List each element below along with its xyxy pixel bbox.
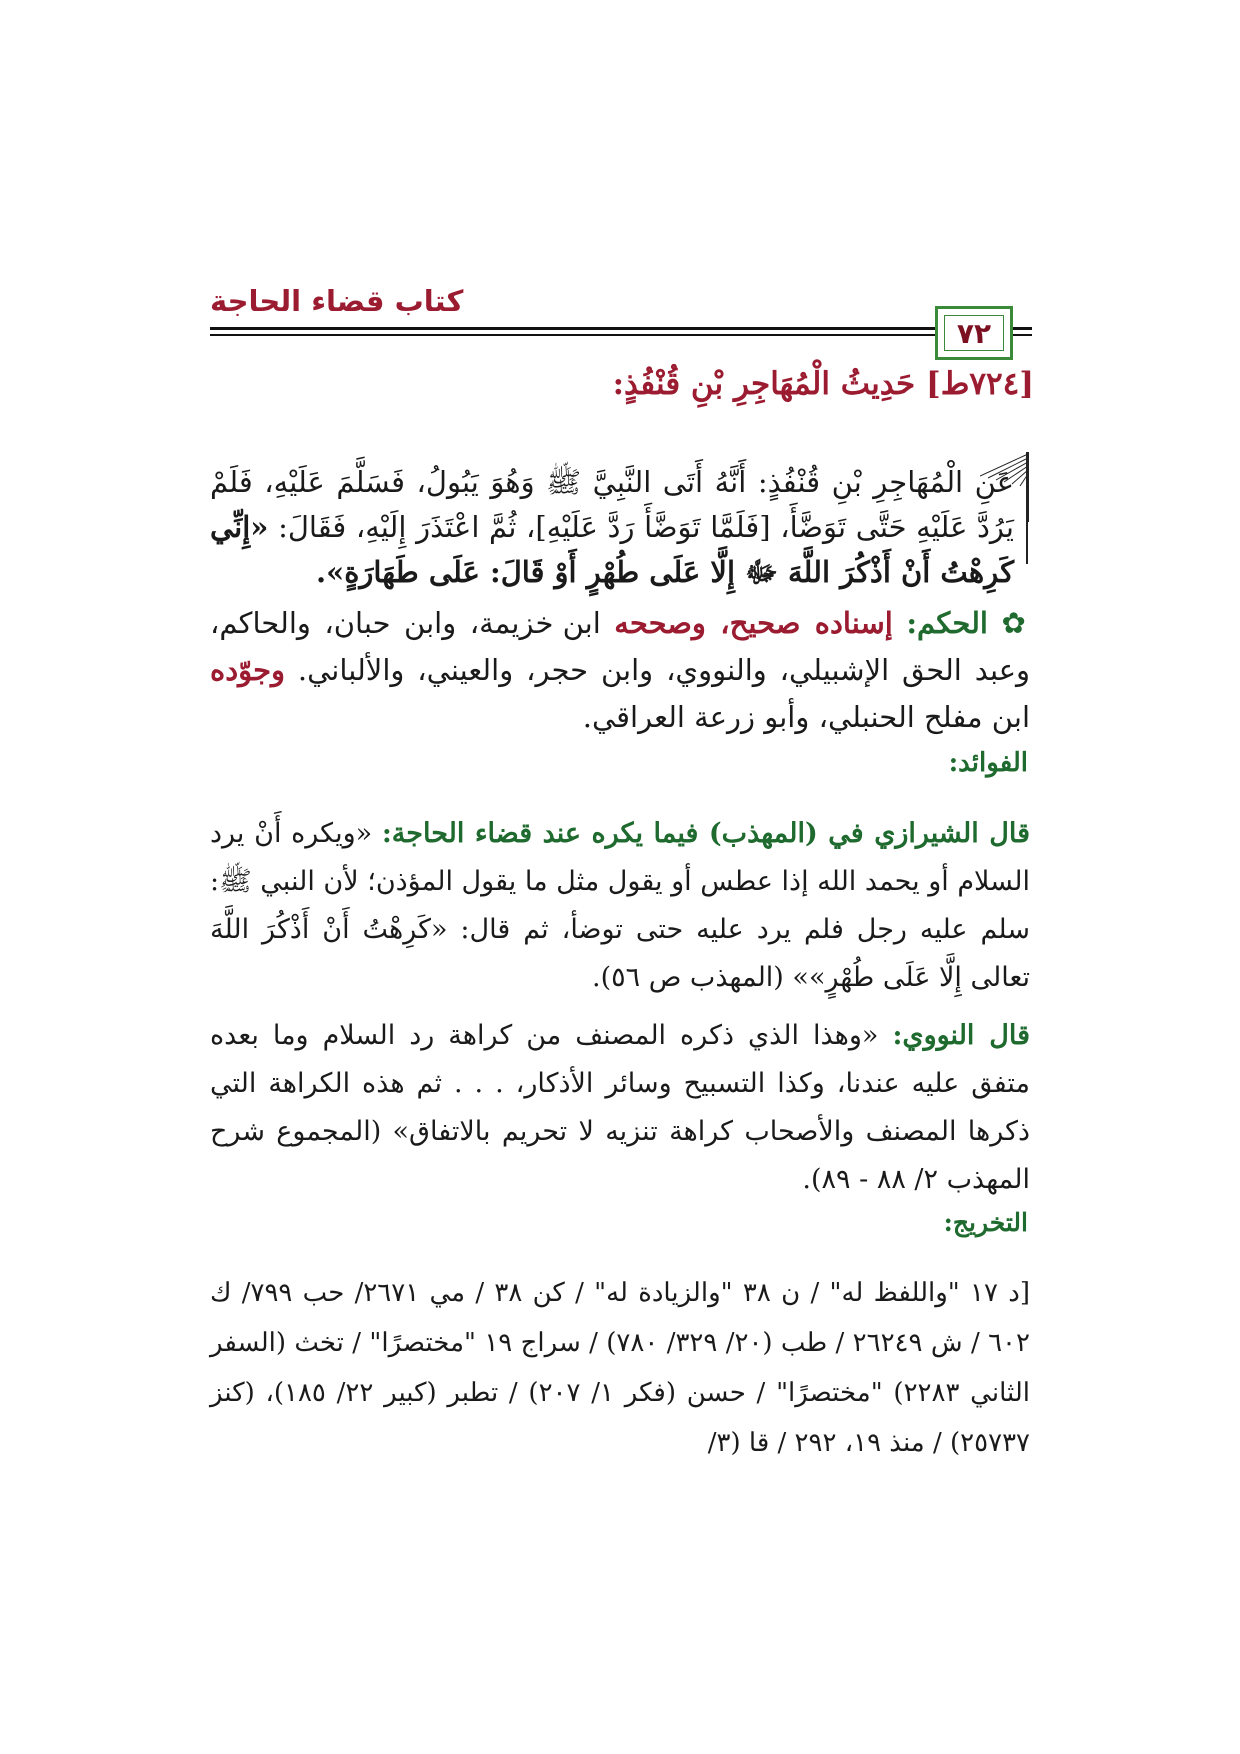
benefit-paragraph-1 [210,810,1030,1002]
section-number: [٧٢٤ط] [926,366,1034,402]
ruling-paragraph [210,600,1030,741]
takhrij-heading-text: التخريج: [943,1208,1028,1237]
takhrij-text [210,1268,1030,1468]
ruling-grade-2: وجوّده [210,653,286,687]
header-rule-right-bottom [1013,334,1032,336]
takhrij-heading [944,1208,1028,1237]
takhrij-body: [د ١٧ "واللفظ له" / ن ٣٨ "والزيادة له" / كن ٣٨ / مي ٢٦٧١/ حب ٧٩٩/ ك ٦٠٢ / ش ٢٦٢٤٩ / طب (٢٠/ ٣٢٩/ ٧٨٠) / سراج ١٩ "مختصرًا" / تخث (السفر الثاني ٢٢٨٣) "مختصرًا" / حسن (فكر ١/ ٢٠٧) / تطبر (كبير ٢٢/ ١٨٥)، (كنز ٢٥٧٣٧) / منذ ١٩، ٢٩٢ / قا (٣/ [210,1278,1030,1458]
hadith-quote: «إِنِّي كَرِهْتُ أَنْ أَذْكُرَ اللَّهَ ﷻ إِلَّا عَلَى طُهْرٍ أَوْ قَالَ: عَلَى طَهَارَةٍ». [210,510,1014,589]
header-rule-top [210,327,935,330]
ruling-text-1: ابن خزيمة، وابن حبان، والحاكم، وعبد الحق الإشبيلي، والنووي، وابن حجر، والعيني، والألباني. [210,606,1031,687]
ruling-grade: إسناده صحيح، وصححه [614,606,893,640]
nawawi-text: «وهذا الذي ذكره المصنف من كراهة رد السلام وما بعده متفق عليه عندنا، وكذا التسبيح وسائر الأذكار، . . . ثم هذه الكراهة التي ذكرها المصنف والأصحاب كراهة تنزيه لا تحريم بالاتفاق» (المجموع شرح المهذب ٢/ ٨٨ - ٨٩). [210,1020,1030,1195]
book-title [210,284,463,318]
page-number: ٧٢ [956,316,992,350]
section-heading [613,366,1034,402]
page-number-badge [935,306,1013,360]
book-title-text: كتاب قضاء الحاجة [210,284,464,318]
ruling-label: الحكم: [906,606,988,640]
hadith-body: عَنِ الْمُهَاجِرِ بْنِ قُنْفُذٍ: أَنَّهُ أَتَى النَّبِيَّ ﷺ وَهُوَ يَبُولُ، فَسَلَّمَ عَلَيْهِ، فَلَمْ يَرُدَّ عَلَيْهِ حَتَّى تَوَضَّأَ، [فَلَمَّا تَوَضَّأَ رَدَّ عَلَيْهِ]، ثُمَّ اعْتَذَرَ إِلَيْهِ، فَقَالَ: [210,465,1014,544]
shirazi-text: «ويكره أَنْ يرد السلام أو يحمد الله إذا عطس أو يقول مثل ما يقول المؤذن؛ لأن النبي ﷺ: سلم عليه رجل فلم يرد عليه حتى توضأ، ثم قال: «كَرِهْتُ أَنْ أَذْكُرَ اللَّهَ تعالى إِلَّا عَلَى طُهْرٍ»» (المهذب ص ٥٦). [210,818,1030,993]
benefit-paragraph-2 [210,1012,1030,1204]
hadith-side-bar [1026,452,1028,564]
ruling-text-2: ابن مفلح الحنبلي، وأبو زرعة العراقي. [582,700,1030,734]
nawawi-label: قال النووي: [892,1020,1030,1051]
flower-icon: ✿ [1001,606,1031,640]
benefits-heading-text: الفوائد: [948,748,1028,778]
header-rule-bottom [210,334,935,336]
header-rule-right-top [1013,327,1032,330]
benefits-heading [949,748,1028,778]
shirazi-label: قال الشيرازي في (المهذب) فيما يكره عند قضاء الحاجة: [381,818,1030,849]
hadith-text [210,460,1014,595]
section-title: حَدِيثُ الْمُهَاجِرِ بْنِ قُنْفُذٍ: [612,366,916,402]
